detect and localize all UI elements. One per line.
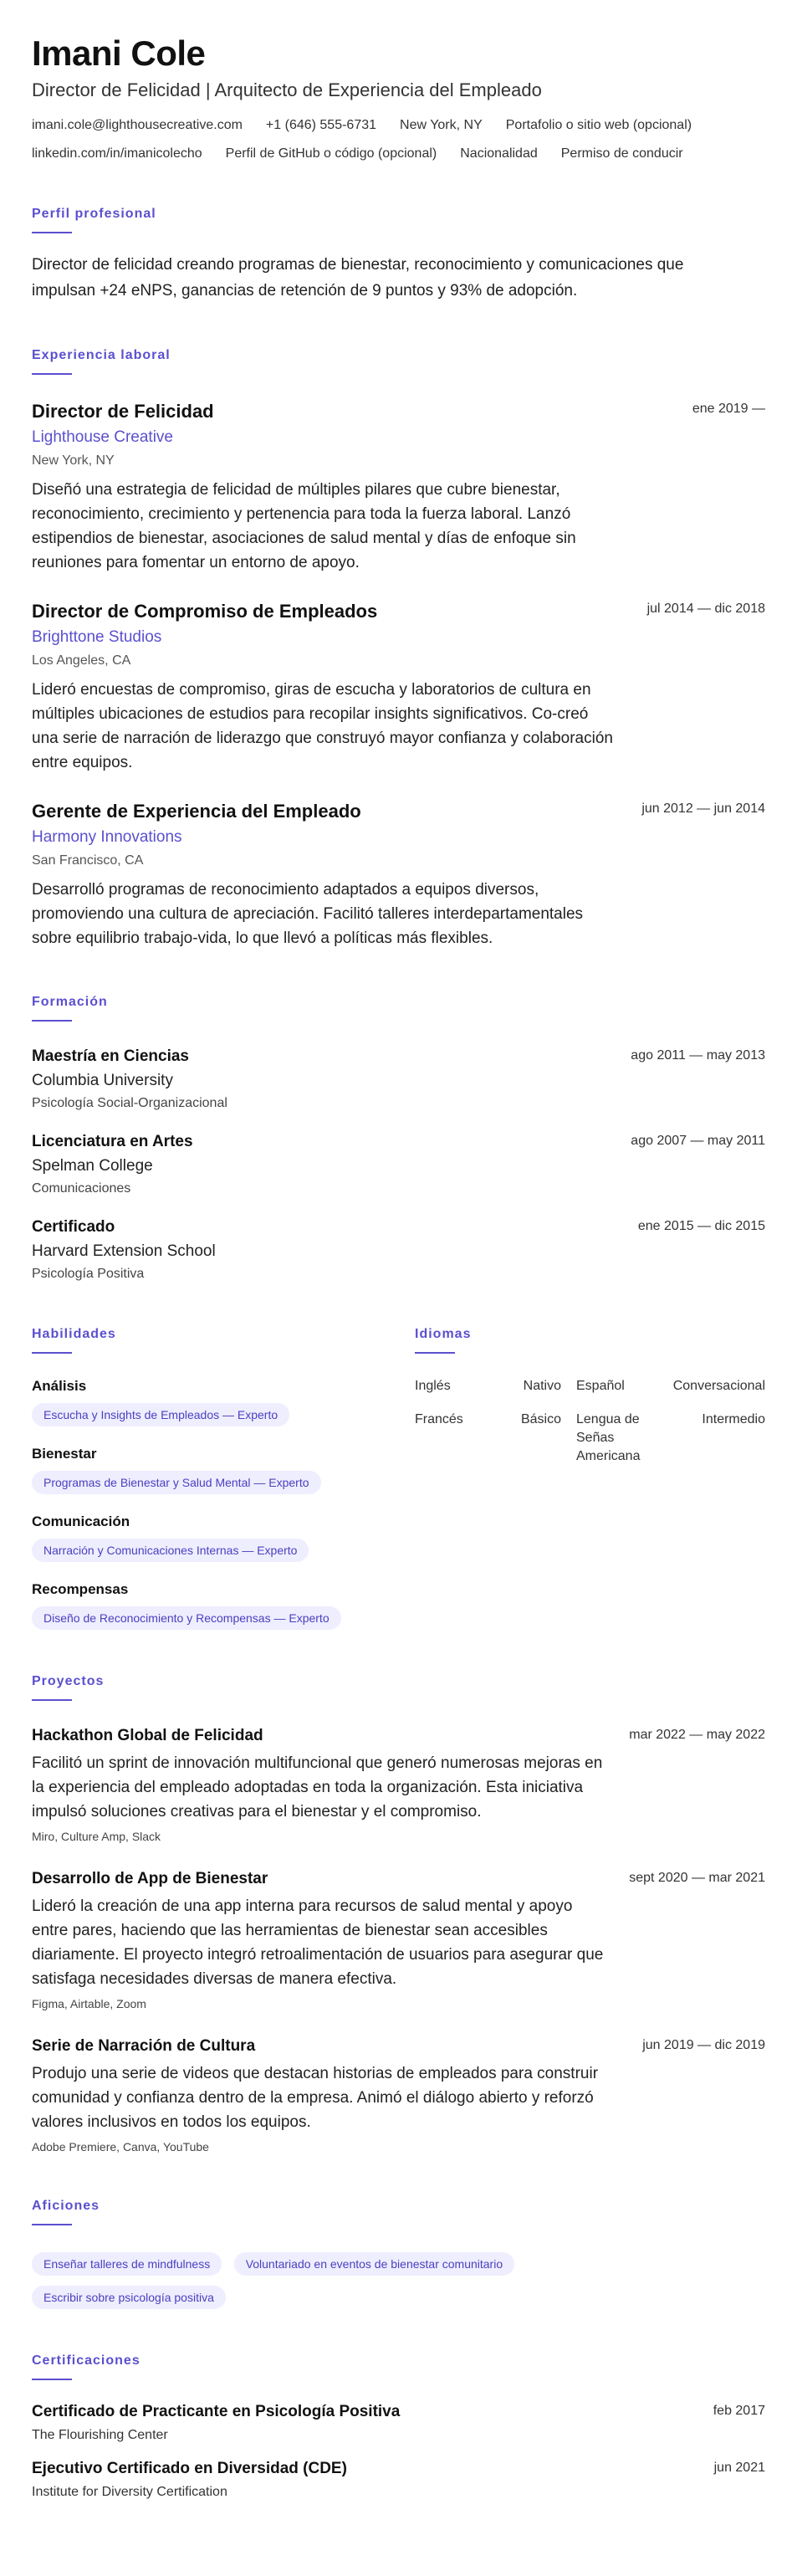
job-company: Harmony Innovations	[32, 828, 182, 846]
education-degree: Maestría en Ciencias	[32, 1047, 189, 1065]
education-entry	[32, 1132, 765, 1197]
job-entry	[32, 400, 765, 575]
section-heading: Perfil profesional	[32, 207, 156, 221]
section-divider	[32, 2379, 72, 2380]
skill-group	[32, 1377, 415, 1426]
project-title: Desarrollo de App de Bienestar	[32, 1870, 268, 1887]
education-dates: ago 2011 — may 2013	[631, 1048, 765, 1063]
section-divider	[32, 1020, 72, 1022]
education-field: Psicología Social-Organizacional	[32, 1096, 227, 1110]
candidate-name: Imani Cole	[32, 33, 206, 73]
language-name: Lengua de Señas Americana	[576, 1412, 641, 1463]
job-description: Diseñó una estrategia de felicidad de múltiples pilares que cubre bienestar, reconocimiento, crecimiento y pertenencia para toda la fuerza laboral. Lanzó estipendios de bienestar, asociaciones de salud mental y días de enfoque sin reuniones para fomentar un entorno de apoyo.	[32, 481, 576, 571]
certification-issuer: Institute for Diversity Certification	[32, 2485, 227, 2499]
job-location: New York, NY	[32, 453, 115, 468]
project-description: Facilitó un sprint de innovación multifuncional que generó numerosas mejoras en la experiencia del empleado adoptadas en toda la organización. Esta iniciativa impulsó soluciones creativas para el bienestar y el compromiso.	[32, 1754, 603, 1821]
section-heading: Proyectos	[32, 1674, 105, 1688]
skill-group	[32, 1445, 415, 1494]
section-divider	[32, 1699, 72, 1701]
experience-section	[32, 347, 765, 950]
summary-section	[32, 206, 765, 304]
contact-license: Permiso de conducir	[560, 146, 683, 161]
job-entry	[32, 800, 765, 950]
section-heading: Certificaciones	[32, 2353, 140, 2368]
education-school: Spelman College	[32, 1157, 153, 1175]
hobbies-section	[32, 2198, 765, 2309]
language-row	[415, 1377, 765, 1396]
education-dates: ago 2007 — may 2011	[631, 1134, 765, 1148]
job-company: Brighttone Studios	[32, 628, 162, 646]
language-row	[415, 1411, 765, 1466]
projects-section	[32, 1673, 765, 2154]
contact-email[interactable]: imani.cole@lighthousecreative.com	[32, 118, 243, 132]
summary-text: Director de felicidad creando programas de bienestar, reconocimiento y comunicaciones que impulsan +24 eNPS, ganancias de retención de 9 puntos y 93% de adopción.	[32, 256, 684, 300]
section-divider	[415, 1352, 455, 1354]
language-level: Nativo	[523, 1379, 561, 1393]
education-school: Harvard Extension School	[32, 1242, 216, 1260]
education-school: Columbia University	[32, 1072, 173, 1089]
project-dates: mar 2022 — may 2022	[629, 1728, 765, 1742]
skill-tag: Narración y Comunicaciones Internas — Experto	[32, 1539, 309, 1562]
section-divider	[32, 1352, 72, 1354]
contact-phone: +1 (646) 555-6731	[265, 118, 377, 132]
skill-category: Análisis	[32, 1378, 87, 1394]
hobby-tag: Voluntariado en eventos de bienestar comunitario	[234, 2252, 514, 2276]
certification-issuer: The Flourishing Center	[32, 2428, 168, 2442]
job-company: Lighthouse Creative	[32, 428, 173, 446]
job-dates: ene 2019 —	[692, 402, 765, 416]
job-entry	[32, 600, 765, 775]
education-degree: Licenciatura en Artes	[32, 1133, 193, 1150]
section-heading: Experiencia laboral	[32, 348, 171, 362]
section-divider	[32, 2224, 72, 2225]
section-heading: Aficiones	[32, 2199, 100, 2213]
contact-info	[32, 117, 765, 162]
job-title: Director de Compromiso de Empleados	[32, 601, 378, 622]
project-entry	[32, 1726, 765, 1844]
language-level: Conversacional	[672, 1379, 765, 1393]
language-level: Intermedio	[702, 1412, 765, 1426]
language-name: Español	[576, 1379, 625, 1393]
contact-nationality: Nacionalidad	[460, 146, 538, 161]
project-title: Serie de Narración de Cultura	[32, 2037, 256, 2055]
hobby-tag: Escribir sobre psicología positiva	[32, 2286, 226, 2309]
job-description: Lideró encuestas de compromiso, giras de escucha y laboratorios de cultura en múltiples ubicaciones de estudios para recopilar insights significativos. Co-creó una serie de narración de liderazgo que construyó mayor confianza y colaboración entre equipos.	[32, 681, 613, 771]
project-tools: Adobe Premiere, Canva, YouTube	[32, 2140, 209, 2153]
contact-location: New York, NY	[400, 118, 483, 132]
job-dates: jun 2012 — jun 2014	[641, 801, 765, 816]
section-heading: Formación	[32, 995, 108, 1009]
skills-section	[32, 1326, 415, 1630]
certifications-section	[32, 2353, 765, 2501]
certification-entry	[32, 2459, 765, 2501]
candidate-title: Director de Felicidad | Arquitecto de Experiencia del Empleado	[32, 79, 542, 100]
skill-tag: Programas de Bienestar y Salud Mental — Experto	[32, 1471, 321, 1494]
job-location: San Francisco, CA	[32, 853, 144, 868]
project-tools: Figma, Airtable, Zoom	[32, 1997, 146, 2010]
job-title: Gerente de Experiencia del Empleado	[32, 801, 361, 822]
skill-tag: Escucha y Insights de Empleados — Experto	[32, 1403, 289, 1426]
certification-entry	[32, 2402, 765, 2444]
project-title: Hackathon Global de Felicidad	[32, 1727, 263, 1744]
education-dates: ene 2015 — dic 2015	[637, 1219, 765, 1233]
project-dates: sept 2020 — mar 2021	[629, 1871, 765, 1885]
hobby-list	[32, 2242, 617, 2309]
project-description: Lideró la creación de una app interna para recursos de salud mental y apoyo entre pares, haciendo que las herramientas de bienestar sean accesibles diariamente. El proyecto integró retroalimentación de usuarios para asegurar que satisfaga necesidades diversas de manera efectiva.	[32, 1897, 604, 1988]
certification-name: Certificado de Practicante en Psicología Positiva	[32, 2403, 401, 2420]
contact-portfolio[interactable]: Portafolio o sitio web (opcional)	[505, 118, 692, 132]
job-title: Director de Felicidad	[32, 401, 214, 422]
project-entry	[32, 1869, 765, 2011]
hobby-tag: Enseñar talleres de mindfulness	[32, 2252, 222, 2276]
skill-group	[32, 1580, 415, 1630]
contact-linkedin[interactable]: linkedin.com/in/imanicolecho	[32, 146, 202, 161]
contact-github[interactable]: Perfil de GitHub o código (opcional)	[225, 146, 437, 161]
skill-tag: Diseño de Reconocimiento y Recompensas — Experto	[32, 1606, 341, 1630]
education-field: Comunicaciones	[32, 1181, 131, 1196]
project-entry	[32, 2036, 765, 2154]
education-section	[32, 994, 765, 1283]
job-description: Desarrolló programas de reconocimiento adaptados a equipos diversos, promoviendo una cultura de apreciación. Facilitó talleres interdepartamentales sobre equilibrio trabajo-vida, lo que llevó a políticas más flexibles.	[32, 881, 584, 947]
certification-date: jun 2021	[713, 2461, 765, 2475]
skill-group	[32, 1513, 415, 1562]
skill-category: Comunicación	[32, 1513, 130, 1529]
resume-header	[32, 33, 765, 162]
education-field: Psicología Positiva	[32, 1267, 145, 1281]
languages-section	[415, 1326, 765, 1630]
section-heading: Habilidades	[32, 1327, 116, 1341]
education-degree: Certificado	[32, 1218, 115, 1236]
language-name: Francés	[415, 1412, 463, 1426]
education-entry	[32, 1047, 765, 1112]
job-location: Los Angeles, CA	[32, 653, 131, 668]
language-name: Inglés	[415, 1379, 451, 1393]
skill-category: Bienestar	[32, 1446, 97, 1462]
project-dates: jun 2019 — dic 2019	[642, 2038, 765, 2052]
section-heading: Idiomas	[415, 1327, 472, 1341]
skills-languages-row	[32, 1326, 765, 1630]
skill-category: Recompensas	[32, 1581, 129, 1597]
language-level: Básico	[520, 1412, 561, 1426]
project-tools: Miro, Culture Amp, Slack	[32, 1830, 161, 1843]
certification-date: feb 2017	[713, 2404, 765, 2418]
certification-name: Ejecutivo Certificado en Diversidad (CDE)	[32, 2460, 347, 2477]
section-divider	[32, 373, 72, 375]
section-divider	[32, 232, 72, 233]
job-dates: jul 2014 — dic 2018	[646, 602, 765, 616]
project-description: Produjo una serie de videos que destacan historias de empleados para construir comunidad y confianza dentro de la empresa. Animó el diálogo abierto y reforzó valores inclusivos en todos los equipos.	[32, 2065, 599, 2131]
education-entry	[32, 1217, 765, 1283]
